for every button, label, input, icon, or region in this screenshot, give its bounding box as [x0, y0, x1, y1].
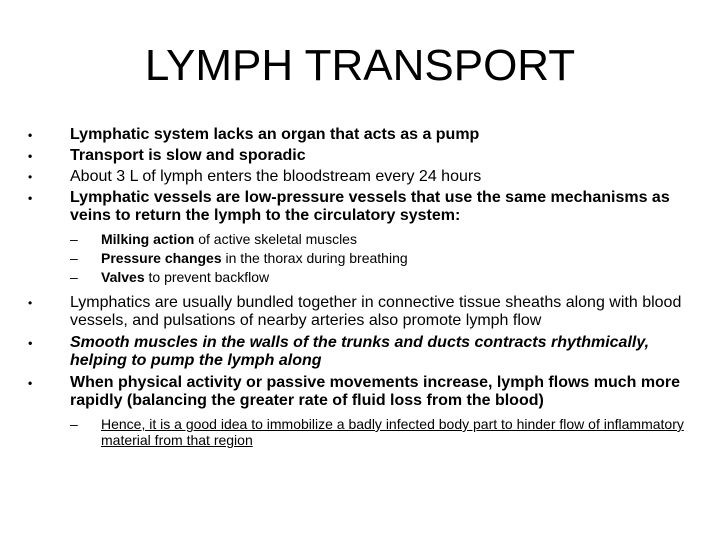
bullet-item-pump: [28, 126, 688, 144]
sub-item-valves: [28, 269, 688, 285]
sub-item-bold: Pressure changes: [101, 250, 222, 266]
bullet-text: When physical activity or passive movements increase, lymph flows much more rapidly (balancing the greater rate of fluid loss from the blood): [70, 374, 680, 409]
bullet-icon: •: [28, 336, 33, 350]
slide-title: LYMPH TRANSPORT: [144, 41, 576, 90]
dash-icon: –: [70, 231, 78, 247]
sub-item-text: of active skeletal muscles: [194, 231, 357, 247]
bullet-icon: •: [28, 170, 33, 184]
bullet-item-bundled: [28, 294, 688, 330]
bullet-item-vessels: [28, 189, 688, 225]
sub-item-text: in the thorax during breathing: [221, 250, 408, 266]
sub-item-immobilize: [28, 416, 688, 448]
bullet-icon: •: [28, 376, 33, 390]
sub-item-bold: Milking action: [101, 231, 195, 247]
sub-item-text: to prevent backflow: [144, 269, 270, 285]
bullet-item-volume: [28, 168, 688, 186]
bullet-icon: •: [28, 296, 33, 310]
bullet-item-transport: [28, 147, 688, 165]
dash-icon: –: [70, 250, 78, 266]
sub-item-text: Hence, it is a good idea to immobilize a badly infected body part to hinder flow of inflammatory material from that region: [101, 416, 684, 448]
bullet-item-physical-activity: [28, 374, 688, 410]
bullet-icon: •: [28, 149, 33, 163]
bullet-text: Lymphatic system lacks an organ that acts as a pump: [70, 126, 480, 143]
sub-item-milking: [28, 231, 688, 247]
sub-item-pressure: [28, 250, 688, 266]
dash-icon: –: [70, 416, 78, 432]
bullet-text: Smooth muscles in the walls of the trunks and ducts contracts rhythmically, helping to pump the lymph along: [70, 334, 650, 369]
bullet-text: Lymphatics are usually bundled together in connective tissue sheaths along with blood vessels, and pulsations of nearby arteries also promote lymph flow: [70, 294, 682, 329]
bullet-icon: •: [28, 128, 33, 142]
bullet-icon: •: [28, 191, 33, 205]
slide-body: [28, 126, 688, 448]
bullet-text: Transport is slow and sporadic: [70, 147, 306, 164]
dash-icon: –: [70, 269, 78, 285]
bullet-item-smooth-muscles: [28, 334, 688, 370]
sub-item-bold: Valves: [101, 269, 145, 285]
bullet-text: About 3 L of lymph enters the bloodstream every 24 hours: [70, 168, 482, 185]
bullet-text: Lymphatic vessels are low-pressure vessels that use the same mechanisms as veins to return the lymph to the circulatory system:: [70, 189, 670, 224]
